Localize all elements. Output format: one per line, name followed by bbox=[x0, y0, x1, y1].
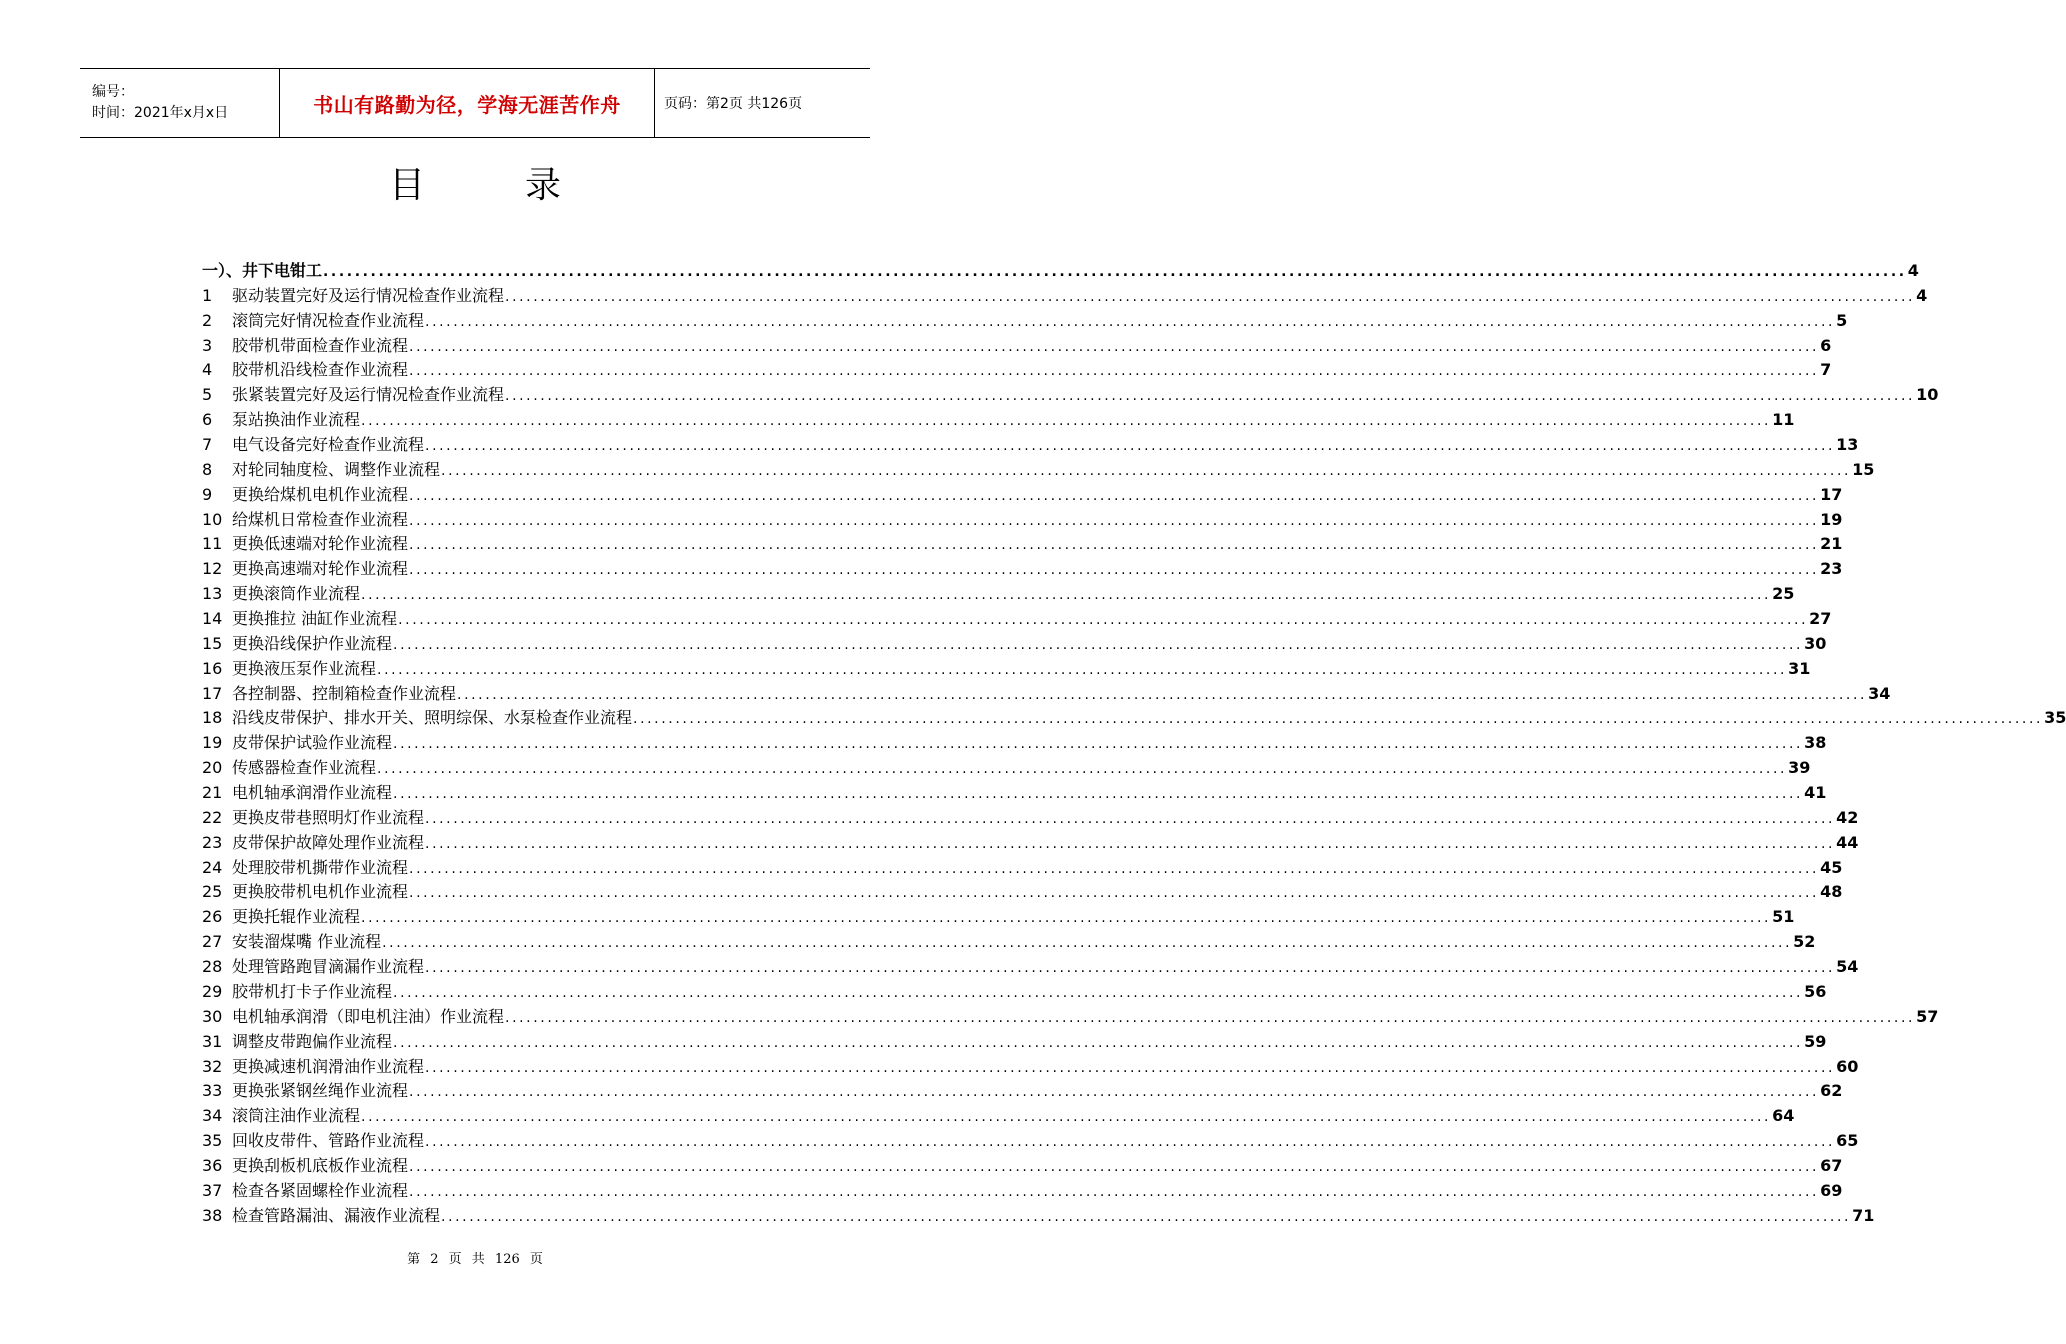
toc-item-number: 23 bbox=[202, 832, 223, 852]
toc-item-number: 37 bbox=[202, 1180, 223, 1200]
toc-item-number: 16 bbox=[202, 658, 223, 678]
toc-item-page: 44 bbox=[1836, 832, 1859, 852]
toc-item-page: 7 bbox=[1820, 360, 1832, 380]
toc-item-number: 18 bbox=[202, 708, 223, 728]
toc-item-number: 15 bbox=[202, 633, 223, 653]
toc-item-number: 26 bbox=[202, 907, 223, 927]
toc-item-label: 更换低速端对轮作业流程 bbox=[232, 534, 409, 554]
toc-item-label: 更换高速端对轮作业流程 bbox=[232, 559, 409, 579]
toc-item-number: 22 bbox=[202, 807, 223, 827]
toc-item-label: 检查管路漏油、漏液作业流程 bbox=[232, 1205, 441, 1225]
toc-leader-dots: ........................................................................................................................................................................................................ bbox=[633, 711, 2044, 728]
toc-leader-dots: ........................................................................................................................................................................................................ bbox=[409, 885, 1820, 902]
toc-item-page: 11 bbox=[1772, 410, 1795, 430]
toc-leader-dots: ........................................................................................................................................................................................................ bbox=[441, 462, 1852, 479]
toc-item-page: 69 bbox=[1820, 1180, 1843, 1200]
toc-leader-dots: ........................................................................................................................................................................................................ bbox=[323, 264, 1907, 280]
toc-item-number: 9 bbox=[202, 484, 213, 504]
toc-item[interactable] bbox=[202, 805, 1859, 830]
toc-item-page: 54 bbox=[1836, 957, 1859, 977]
toc-item-label: 调整皮带跑偏作业流程 bbox=[232, 1031, 393, 1051]
toc-item[interactable] bbox=[202, 656, 1811, 681]
toc-leader-dots: ........................................................................................................................................................................................................ bbox=[425, 313, 1836, 330]
toc-item-page: 52 bbox=[1793, 932, 1816, 952]
toc-item[interactable] bbox=[202, 1103, 1795, 1128]
toc-item[interactable] bbox=[202, 855, 1843, 880]
toc-item-number: 19 bbox=[202, 733, 223, 753]
toc-item[interactable] bbox=[202, 904, 1795, 929]
toc-leader-dots: ........................................................................................................................................................................................................ bbox=[409, 512, 1820, 529]
toc-item-page: 25 bbox=[1772, 584, 1795, 604]
toc-item[interactable] bbox=[202, 283, 1928, 308]
toc-leader-dots: ........................................................................................................................................................................................................ bbox=[409, 1183, 1820, 1200]
toc-item[interactable] bbox=[202, 1203, 1875, 1228]
toc-leader-dots: ........................................................................................................................................................................................................ bbox=[409, 487, 1820, 504]
toc-item-number: 32 bbox=[202, 1056, 223, 1076]
toc-item[interactable] bbox=[202, 929, 1816, 954]
toc-leader-dots: ........................................................................................................................................................................................................ bbox=[409, 860, 1820, 877]
toc-item[interactable] bbox=[202, 482, 1843, 507]
toc-item-label: 更换皮带巷照明灯作业流程 bbox=[232, 807, 425, 827]
toc-item-page: 65 bbox=[1836, 1131, 1859, 1151]
toc-leader-dots: ........................................................................................................................................................................................................ bbox=[425, 960, 1836, 977]
toc-item-label: 泵站换油作业流程 bbox=[232, 410, 361, 430]
toc-item[interactable] bbox=[202, 879, 1843, 904]
toc-item-label: 更换托辊作业流程 bbox=[232, 907, 361, 927]
toc-section[interactable] bbox=[202, 258, 1919, 283]
toc-item-page: 21 bbox=[1820, 534, 1843, 554]
toc-item-label: 更换减速机润滑油作业流程 bbox=[232, 1056, 425, 1076]
header-meta-cell bbox=[80, 69, 280, 137]
toc-leader-dots: ........................................................................................................................................................................................................ bbox=[393, 984, 1804, 1001]
toc-item-number: 5 bbox=[202, 385, 213, 405]
toc-item[interactable] bbox=[202, 333, 1832, 358]
toc-item-number: 29 bbox=[202, 981, 223, 1001]
toc-item-page: 62 bbox=[1820, 1081, 1843, 1101]
toc-item[interactable] bbox=[202, 1029, 1827, 1054]
toc-item-page: 51 bbox=[1772, 907, 1795, 927]
toc-item-page: 67 bbox=[1820, 1155, 1843, 1175]
toc-item[interactable] bbox=[202, 954, 1859, 979]
toc-item-page: 64 bbox=[1772, 1106, 1795, 1126]
toc-item-label: 胶带机沿线检查作业流程 bbox=[232, 360, 409, 380]
toc-item[interactable] bbox=[202, 1128, 1859, 1153]
toc-item[interactable] bbox=[202, 556, 1843, 581]
header-motto-cell bbox=[280, 69, 655, 137]
toc-item-label: 电机轴承润滑作业流程 bbox=[232, 783, 393, 803]
toc-section-label: 一）、井下电钳工 bbox=[202, 261, 323, 280]
toc-item-page: 71 bbox=[1852, 1205, 1875, 1225]
toc-item-number: 38 bbox=[202, 1205, 223, 1225]
document-date: 时间：2021年x月x日 bbox=[92, 105, 229, 121]
toc-leader-dots: ........................................................................................................................................................................................................ bbox=[457, 686, 1868, 703]
toc-item-label: 更换给煤机电机作业流程 bbox=[232, 484, 409, 504]
toc-item-label: 检查各紧固螺栓作业流程 bbox=[232, 1180, 409, 1200]
toc-item[interactable] bbox=[202, 308, 1848, 333]
header-table bbox=[80, 68, 870, 138]
toc-item-label: 更换刮板机底板作业流程 bbox=[232, 1155, 409, 1175]
toc-item-number: 7 bbox=[202, 435, 213, 455]
toc-leader-dots: ........................................................................................................................................................................................................ bbox=[377, 761, 1788, 778]
toc-item-label: 更换滚筒作业流程 bbox=[232, 584, 361, 604]
toc-item[interactable] bbox=[202, 606, 1832, 631]
toc-item-page: 10 bbox=[1916, 385, 1939, 405]
toc-item-page: 6 bbox=[1820, 335, 1832, 355]
toc-item-label: 处理管路跑冒滴漏作业流程 bbox=[232, 957, 425, 977]
toc-item-label: 更换推拉 油缸作业流程 bbox=[232, 609, 398, 629]
toc-item[interactable] bbox=[202, 780, 1827, 805]
toc-item-page: 17 bbox=[1820, 484, 1843, 504]
motto: 书山有路勤为径，学海无涯苦作舟 bbox=[313, 92, 621, 117]
toc-item[interactable] bbox=[202, 382, 1939, 407]
toc-item-number: 1 bbox=[202, 285, 213, 305]
toc-item-number: 36 bbox=[202, 1155, 223, 1175]
toc-item-page: 5 bbox=[1836, 310, 1848, 330]
toc-item[interactable] bbox=[202, 507, 1843, 532]
toc-item-number: 34 bbox=[202, 1106, 223, 1126]
toc-leader-dots: ........................................................................................................................................................................................................ bbox=[505, 388, 1916, 405]
toc-leader-dots: ........................................................................................................................................................................................................ bbox=[361, 413, 1772, 430]
toc-item-number: 12 bbox=[202, 559, 223, 579]
toc-item-label: 更换张紧钢丝绳作业流程 bbox=[232, 1081, 409, 1101]
toc-item-label: 沿线皮带保护、排水开关、照明综保、水泵检查作业流程 bbox=[232, 708, 633, 728]
toc-leader-dots: ........................................................................................................................................................................................................ bbox=[361, 587, 1772, 604]
toc-item-number: 6 bbox=[202, 410, 213, 430]
toc-item-page: 41 bbox=[1804, 783, 1827, 803]
toc-item-label: 张紧装置完好及运行情况检查作业流程 bbox=[232, 385, 505, 405]
toc-item-page: 39 bbox=[1788, 758, 1811, 778]
toc-item[interactable] bbox=[202, 407, 1795, 432]
toc-item-label: 电气设备完好检查作业流程 bbox=[232, 435, 425, 455]
toc-item-label: 回收皮带件、管路作业流程 bbox=[232, 1131, 425, 1151]
toc-item-number: 3 bbox=[202, 335, 213, 355]
toc-item-number: 8 bbox=[202, 459, 213, 479]
toc-item-page: 45 bbox=[1820, 857, 1843, 877]
toc-item-number: 25 bbox=[202, 882, 223, 902]
toc-item[interactable] bbox=[202, 1178, 1843, 1203]
toc-item[interactable] bbox=[202, 830, 1859, 855]
toc-item[interactable] bbox=[202, 581, 1795, 606]
toc-leader-dots: ........................................................................................................................................................................................................ bbox=[409, 537, 1820, 554]
toc-item-page: 34 bbox=[1868, 683, 1891, 703]
table-of-contents bbox=[202, 258, 2066, 1228]
toc-item-number: 4 bbox=[202, 360, 213, 380]
toc-leader-dots: ........................................................................................................................................................................................................ bbox=[393, 636, 1804, 653]
toc-leader-dots: ........................................................................................................................................................................................................ bbox=[441, 1208, 1852, 1225]
toc-item-page: 42 bbox=[1836, 807, 1859, 827]
page-title: 目录 bbox=[388, 165, 661, 206]
toc-item-label: 更换沿线保护作业流程 bbox=[232, 633, 393, 653]
toc-section-page: 4 bbox=[1907, 261, 1919, 280]
toc-item-number: 11 bbox=[202, 534, 223, 554]
toc-item-label: 滚筒完好情况检查作业流程 bbox=[232, 310, 425, 330]
toc-item-label: 更换胶带机电机作业流程 bbox=[232, 882, 409, 902]
toc-item-label: 皮带保护试验作业流程 bbox=[232, 733, 393, 753]
toc-item[interactable] bbox=[202, 1004, 1939, 1029]
toc-leader-dots: ........................................................................................................................................................................................................ bbox=[393, 786, 1804, 803]
toc-item-page: 30 bbox=[1804, 633, 1827, 653]
toc-item-label: 传感器检查作业流程 bbox=[232, 758, 377, 778]
toc-leader-dots: ........................................................................................................................................................................................................ bbox=[361, 1109, 1772, 1126]
toc-item-page: 13 bbox=[1836, 435, 1859, 455]
toc-item[interactable] bbox=[202, 1054, 1859, 1079]
toc-item-label: 各控制器、控制箱检查作业流程 bbox=[232, 683, 457, 703]
toc-item-page: 38 bbox=[1804, 733, 1827, 753]
toc-item-page: 60 bbox=[1836, 1056, 1859, 1076]
toc-item-label: 更换液压泵作业流程 bbox=[232, 658, 377, 678]
toc-item-label: 安装溜煤嘴 作业流程 bbox=[232, 932, 382, 952]
toc-leader-dots: ........................................................................................................................................................................................................ bbox=[425, 1059, 1836, 1076]
toc-item-number: 17 bbox=[202, 683, 223, 703]
toc-item-number: 20 bbox=[202, 758, 223, 778]
toc-leader-dots: ........................................................................................................................................................................................................ bbox=[393, 1034, 1804, 1051]
toc-item[interactable] bbox=[202, 1078, 1843, 1103]
toc-item[interactable] bbox=[202, 531, 1843, 556]
toc-item[interactable] bbox=[202, 705, 2066, 730]
toc-leader-dots: ........................................................................................................................................................................................................ bbox=[425, 810, 1836, 827]
toc-item[interactable] bbox=[202, 457, 1875, 482]
toc-item-number: 30 bbox=[202, 1006, 223, 1026]
toc-leader-dots: ........................................................................................................................................................................................................ bbox=[409, 363, 1820, 380]
toc-leader-dots: ........................................................................................................................................................................................................ bbox=[361, 910, 1772, 927]
toc-item-page: 19 bbox=[1820, 509, 1843, 529]
toc-item-page: 23 bbox=[1820, 559, 1843, 579]
page-footer: 第 2 页 共 126 页 bbox=[407, 1252, 543, 1267]
toc-item-number: 35 bbox=[202, 1131, 223, 1151]
toc-item[interactable] bbox=[202, 730, 1827, 755]
document-code-label: 编号： bbox=[92, 84, 134, 100]
toc-item[interactable] bbox=[202, 1153, 1843, 1178]
toc-leader-dots: ........................................................................................................................................................................................................ bbox=[425, 438, 1836, 455]
toc-leader-dots: ........................................................................................................................................................................................................ bbox=[505, 288, 1916, 305]
toc-item-number: 2 bbox=[202, 310, 213, 330]
toc-leader-dots: ........................................................................................................................................................................................................ bbox=[409, 1158, 1820, 1175]
toc-leader-dots: ........................................................................................................................................................................................................ bbox=[425, 1134, 1836, 1151]
toc-item-number: 21 bbox=[202, 783, 223, 803]
toc-leader-dots: ........................................................................................................................................................................................................ bbox=[382, 935, 1793, 952]
toc-item[interactable] bbox=[202, 681, 1891, 706]
toc-item[interactable] bbox=[202, 979, 1827, 1004]
toc-item-label: 给煤机日常检查作业流程 bbox=[232, 509, 409, 529]
toc-item-number: 33 bbox=[202, 1081, 223, 1101]
toc-item-page: 4 bbox=[1916, 285, 1928, 305]
toc-item-page: 31 bbox=[1788, 658, 1811, 678]
toc-item-label: 驱动装置完好及运行情况检查作业流程 bbox=[232, 285, 505, 305]
toc-item-number: 14 bbox=[202, 609, 223, 629]
toc-item-number: 24 bbox=[202, 857, 223, 877]
toc-leader-dots: ........................................................................................................................................................................................................ bbox=[393, 736, 1804, 753]
toc-leader-dots: ........................................................................................................................................................................................................ bbox=[377, 661, 1788, 678]
toc-item-label: 胶带机带面检查作业流程 bbox=[232, 335, 409, 355]
toc-item-label: 处理胶带机撕带作业流程 bbox=[232, 857, 409, 877]
toc-item-page: 15 bbox=[1852, 459, 1875, 479]
toc-item-label: 对轮同轴度检、调整作业流程 bbox=[232, 459, 441, 479]
toc-item[interactable] bbox=[202, 631, 1827, 656]
toc-item-label: 皮带保护故障处理作业流程 bbox=[232, 832, 425, 852]
toc-item-number: 10 bbox=[202, 509, 223, 529]
toc-item[interactable] bbox=[202, 755, 1811, 780]
toc-item-page: 56 bbox=[1804, 981, 1827, 1001]
toc-item-label: 胶带机打卡子作业流程 bbox=[232, 981, 393, 1001]
toc-leader-dots: ........................................................................................................................................................................................................ bbox=[425, 835, 1836, 852]
toc-item[interactable] bbox=[202, 432, 1859, 457]
toc-item-number: 13 bbox=[202, 584, 223, 604]
toc-item-number: 31 bbox=[202, 1031, 223, 1051]
toc-leader-dots: ........................................................................................................................................................................................................ bbox=[398, 612, 1809, 629]
toc-item-page: 35 bbox=[2044, 708, 2066, 728]
toc-item-page: 57 bbox=[1916, 1006, 1939, 1026]
toc-item-label: 电机轴承润滑（即电机注油）作业流程 bbox=[232, 1006, 505, 1026]
toc-item[interactable] bbox=[202, 357, 1832, 382]
toc-leader-dots: ........................................................................................................................................................................................................ bbox=[409, 1084, 1820, 1101]
page-info: 页码：第2页 共126页 bbox=[664, 96, 803, 112]
toc-item-label: 滚筒注油作业流程 bbox=[232, 1106, 361, 1126]
toc-leader-dots: ........................................................................................................................................................................................................ bbox=[409, 338, 1820, 355]
toc-leader-dots: ........................................................................................................................................................................................................ bbox=[409, 562, 1820, 579]
toc-item-number: 27 bbox=[202, 932, 223, 952]
toc-item-page: 27 bbox=[1809, 609, 1832, 629]
header-page-cell bbox=[655, 69, 870, 137]
toc-item-page: 59 bbox=[1804, 1031, 1827, 1051]
toc-item-page: 48 bbox=[1820, 882, 1843, 902]
toc-leader-dots: ........................................................................................................................................................................................................ bbox=[505, 1009, 1916, 1026]
toc-item-number: 28 bbox=[202, 957, 223, 977]
